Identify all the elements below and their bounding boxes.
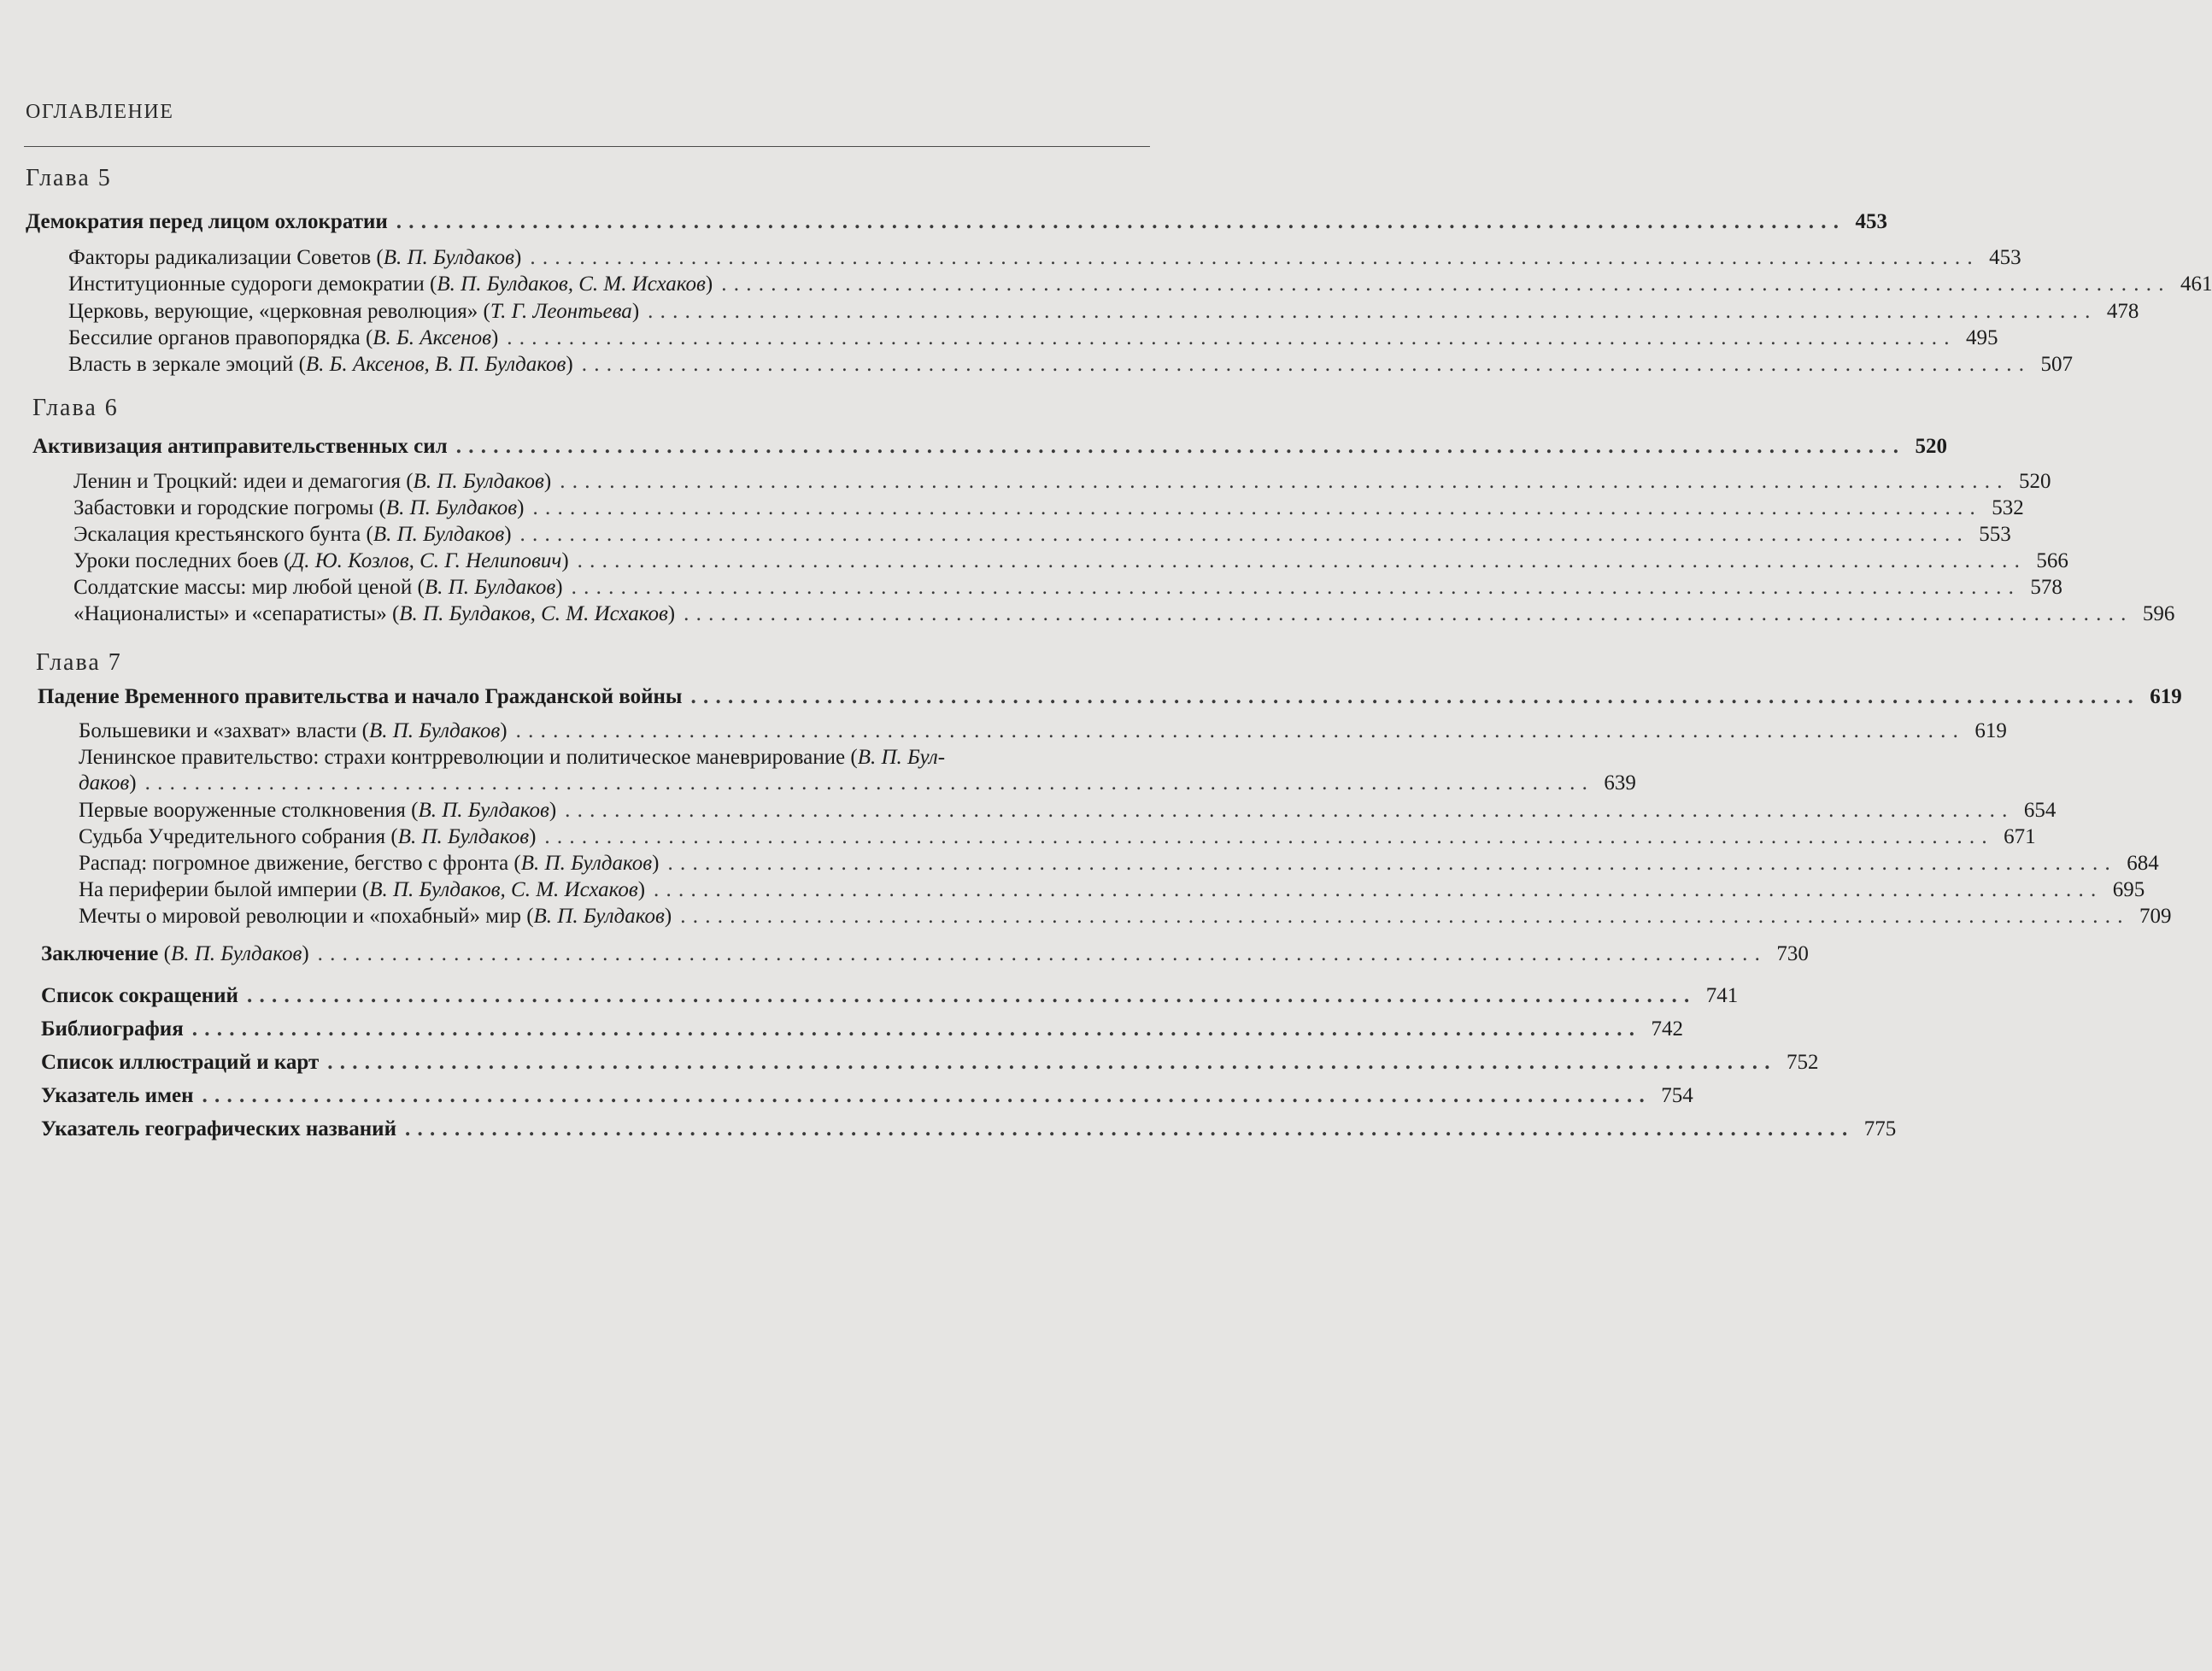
chapter-5-title: Демократия перед лицом охлократии — [26, 210, 388, 233]
page-number: 596 — [2142, 602, 2175, 625]
dot-leader: . . . . . . . . . . . . . . . . . . . . . . . . . . . . . . . . . . . . . . . . . . . . . . . . . . . . . . . . . . . . . . . . . . . . . . . . . . . . . . . . . . . . . . . . . . . . . . . . . . . . . . . . . . . . . . . . . . . . . — [684, 602, 2127, 625]
toc-entry[interactable] — [79, 904, 2172, 929]
dot-leader: . . . . . . . . . . . . . . . . . . . . . . . . . . . . . . . . . . . . . . . . . . . . . . . . . . . . . . . . . . . . . . . . . . . . . . . . . . . . . . . . . . . . . . . . . . . . . . . . . . . . . . . . . . . . . . . . . . . . . — [144, 771, 1588, 794]
chapter-7-title: Падение Временного правительства и начало Гражданской войны — [38, 685, 683, 708]
page-number: 453 — [1855, 210, 1888, 233]
entry-close: ) — [543, 470, 552, 493]
entry-close: ) — [637, 878, 646, 901]
entry-author: В. П. Булдаков — [170, 942, 302, 965]
dot-leader: . . . . . . . . . . . . . . . . . . . . . . . . . . . . . . . . . . . . . . . . . . . . . . . . . . . . . . . . . . . . . . . . . . . . . . . . . . . . . . . . . . . . . . . . . . . . . . . . . . . . . . . . . . . . . . . . . . . . . — [571, 576, 2015, 599]
running-head: ОГЛАВЛЕНИЕ — [26, 101, 174, 123]
dot-leader: . . . . . . . . . . . . . . . . . . . . . . . . . . . . . . . . . . . . . . . . . . . . . . . . . . . . . . . . . . . . . . . . . . . . . . . . . . . . . . . . . . . . . . . . . . . . . . . . . . . . . . . . . . . . . . . . . . . . . — [396, 210, 1840, 233]
entry-title: «Националисты» и «сепаратисты» ( — [73, 602, 400, 625]
entry-close: ) — [667, 602, 676, 625]
entry-close: ) — [490, 326, 499, 349]
page-number: 619 — [2150, 685, 2182, 708]
entry-author: В. П. Булдаков — [520, 852, 653, 875]
entry-author: В. Б. Аксенов — [373, 326, 491, 349]
entry-close: ) — [129, 771, 137, 794]
dot-leader: . . . . . . . . . . . . . . . . . . . . . . . . . . . . . . . . . . . . . . . . . . . . . . . . . . . . . . . . . . . . . . . . . . . . . . . . . . . . . . . . . . . . . . . . . . . . . . . . . . . . . . . . . . . . . . . . . . . . . — [191, 1017, 1635, 1041]
entry-close: ) — [514, 246, 522, 269]
dot-leader: . . . . . . . . . . . . . . . . . . . . . . . . . . . . . . . . . . . . . . . . . . . . . . . . . . . . . . . . . . . . . . . . . . . . . . . . . . . . . . . . . . . . . . . . . . . . . . . . . . . . . . . . . . . . . . . . . . . . . — [680, 905, 2124, 928]
entry-title: Первые вооруженные столкновения ( — [79, 799, 419, 822]
entry-author-cont: даков — [79, 771, 130, 794]
entry-close: ) — [517, 496, 525, 519]
header-rule — [24, 146, 1150, 147]
page-number: 654 — [2023, 799, 2057, 822]
toc-entry[interactable] — [79, 798, 2057, 824]
toc-entry[interactable] — [68, 299, 2139, 325]
entry-title: Судьба Учредительного собрания ( — [79, 825, 398, 848]
toc-entry[interactable] — [41, 941, 1809, 967]
page-number: 709 — [2139, 905, 2172, 928]
entry-title: Солдатские массы: мир любой ценой ( — [73, 576, 425, 599]
toc-entry[interactable] — [73, 469, 2051, 495]
toc-entry[interactable] — [79, 718, 2007, 744]
page-number: 461 — [2180, 273, 2212, 296]
toc-entry[interactable] — [41, 983, 1739, 1009]
entry-title: Указатель имен — [41, 1084, 194, 1107]
conclusion-title: Заключение — [41, 942, 159, 965]
entry-title: Власть в зеркале эмоций ( — [68, 353, 306, 376]
entry-author: Д. Ю. Козлов, С. Г. Нелипович — [290, 549, 562, 572]
chapter-7-label: Глава 7 — [36, 649, 122, 676]
dot-leader: . . . . . . . . . . . . . . . . . . . . . . . . . . . . . . . . . . . . . . . . . . . . . . . . . . . . . . . . . . . . . . . . . . . . . . . . . . . . . . . . . . . . . . . . . . . . . . . . . . . . . . . . . . . . . . . . . . . . . — [317, 942, 1761, 965]
page-number: 742 — [1651, 1017, 1683, 1041]
toc-entry[interactable] — [68, 272, 2212, 297]
page-number: 671 — [2004, 825, 2036, 848]
page-number: 619 — [1974, 719, 2007, 742]
entry-title: Указатель географических названий — [41, 1117, 396, 1140]
entry-close: ) — [705, 273, 713, 296]
entry-author: В. П. Булдаков, С. М. Исхаков — [399, 602, 668, 625]
dot-leader: . . . . . . . . . . . . . . . . . . . . . . . . . . . . . . . . . . . . . . . . . . . . . . . . . . . . . . . . . . . . . . . . . . . . . . . . . . . . . . . . . . . . . . . . . . . . . . . . . . . . . . . . . . . . . . . . . . . . . — [532, 496, 1976, 519]
toc-entry[interactable] — [68, 245, 2021, 271]
toc-entry[interactable] — [41, 1117, 1897, 1142]
entry-author: В. П. Булдаков — [368, 719, 501, 742]
page-number: 754 — [1661, 1084, 1693, 1107]
toc-entry[interactable] — [73, 495, 2024, 521]
page-number: 741 — [1705, 984, 1739, 1007]
toc-entry[interactable] — [38, 684, 2182, 710]
chapter-6-label: Глава 6 — [32, 395, 119, 421]
toc-entry[interactable] — [79, 771, 1636, 796]
entry-close: ) — [529, 825, 537, 848]
entry-author: В. П. Булдаков — [418, 799, 549, 822]
entry-title: Список сокращений — [41, 984, 238, 1007]
entry-close: ) — [652, 852, 660, 875]
page-number: 639 — [1604, 771, 1636, 794]
dot-leader: . . . . . . . . . . . . . . . . . . . . . . . . . . . . . . . . . . . . . . . . . . . . . . . . . . . . . . . . . . . . . . . . . . . . . . . . . . . . . . . . . . . . . . . . . . . . . . . . . . . . . . . . . . . . . . . . . . . . . — [455, 435, 1899, 458]
entry-close: ) — [302, 942, 309, 965]
entry-author: В. П. Булдаков — [383, 246, 515, 269]
entry-title: Ленин и Троцкий: идеи и демагогия ( — [73, 470, 414, 493]
page-number: 578 — [2030, 576, 2062, 599]
entry-title: Церковь, верующие, «церковная революция» ( — [68, 300, 490, 323]
toc-entry[interactable] — [68, 325, 1998, 351]
dot-leader: . . . . . . . . . . . . . . . . . . . . . . . . . . . . . . . . . . . . . . . . . . . . . . . . . . . . . . . . . . . . . . . . . . . . . . . . . . . . . . . . . . . . . . . . . . . . . . . . . . . . . . . . . . . . . . . . . . . . . — [581, 353, 2025, 376]
entry-author: В. Б. Аксенов, В. П. Булдаков — [305, 353, 566, 376]
chapter-6-title: Активизация антиправительственных сил — [32, 435, 448, 458]
page-number: 453 — [1989, 246, 2021, 269]
entry-title: Факторы радикализации Советов ( — [68, 246, 384, 269]
entry-close: ) — [561, 549, 569, 572]
dot-leader: . . . . . . . . . . . . . . . . . . . . . . . . . . . . . . . . . . . . . . . . . . . . . . . . . . . . . . . . . . . . . . . . . . . . . . . . . . . . . . . . . . . . . . . . . . . . . . . . . . . . . . . . . . . . . . . . . . . . . — [690, 685, 2134, 708]
page-number: 478 — [2106, 300, 2139, 323]
entry-title: Забастовки и городские погромы ( — [73, 496, 386, 519]
entry-title: Институционные судороги демократии ( — [68, 273, 437, 296]
entry-close: ) — [664, 905, 672, 928]
dot-leader: . . . . . . . . . . . . . . . . . . . . . . . . . . . . . . . . . . . . . . . . . . . . . . . . . . . . . . . . . . . . . . . . . . . . . . . . . . . . . . . . . . . . . . . . . . . . . . . . . . . . . . . . . . . . . . . . . . . . . — [530, 246, 1974, 269]
dot-leader: . . . . . . . . . . . . . . . . . . . . . . . . . . . . . . . . . . . . . . . . . . . . . . . . . . . . . . . . . . . . . . . . . . . . . . . . . . . . . . . . . . . . . . . . . . . . . . . . . . . . . . . . . . . . . . . . . . . . . — [515, 719, 1959, 742]
toc-entry[interactable] — [26, 209, 1888, 235]
entry-close: ) — [549, 799, 557, 822]
dot-leader: . . . . . . . . . . . . . . . . . . . . . . . . . . . . . . . . . . . . . . . . . . . . . . . . . . . . . . . . . . . . . . . . . . . . . . . . . . . . . . . . . . . . . . . . . . . . . . . . . . . . . . . . . . . . . . . . . . . . . — [648, 300, 2092, 323]
toc-entry[interactable] — [41, 1017, 1683, 1042]
page-number: 495 — [1966, 326, 1998, 349]
toc-entry[interactable] — [73, 548, 2068, 574]
dot-leader: . . . . . . . . . . . . . . . . . . . . . . . . . . . . . . . . . . . . . . . . . . . . . . . . . . . . . . . . . . . . . . . . . . . . . . . . . . . . . . . . . . . . . . . . . . . . . . . . . . . . . . . . . . . . . . . . . . . . . — [667, 852, 2111, 875]
entry-author: Т. Г. Леонтьева — [490, 300, 632, 323]
entry-title: Список иллюстраций и карт — [41, 1051, 320, 1074]
dot-leader: . . . . . . . . . . . . . . . . . . . . . . . . . . . . . . . . . . . . . . . . . . . . . . . . . . . . . . . . . . . . . . . . . . . . . . . . . . . . . . . . . . . . . . . . . . . . . . . . . . . . . . . . . . . . . . . . . . . . . — [560, 470, 2004, 493]
entry-title: Распад: погромное движение, бегство с фронта ( — [79, 852, 521, 875]
page-number: 507 — [2040, 353, 2073, 376]
entry-author: В. П. Булдаков, С. М. Исхаков — [369, 878, 638, 901]
dot-leader: . . . . . . . . . . . . . . . . . . . . . . . . . . . . . . . . . . . . . . . . . . . . . . . . . . . . . . . . . . . . . . . . . . . . . . . . . . . . . . . . . . . . . . . . . . . . . . . . . . . . . . . . . . . . . . . . . . . . . — [202, 1084, 1646, 1107]
toc-entry-first-line[interactable] — [79, 745, 945, 771]
toc-entry[interactable] — [79, 824, 2036, 850]
page-number: 553 — [1979, 523, 2011, 546]
entry-close: ) — [631, 300, 640, 323]
dot-leader: . . . . . . . . . . . . . . . . . . . . . . . . . . . . . . . . . . . . . . . . . . . . . . . . . . . . . . . . . . . . . . . . . . . . . . . . . . . . . . . . . . . . . . . . . . . . . . . . . . . . . . . . . . . . . . . . . . . . . — [246, 984, 1691, 1007]
toc-entry[interactable] — [41, 1050, 1819, 1076]
entry-close: ) — [504, 523, 512, 546]
entry-author: В. П. Бул- — [857, 746, 946, 769]
toc-entry[interactable] — [41, 1083, 1693, 1109]
entry-title: Мечты о мировой революции и «похабный» мир ( — [79, 905, 534, 928]
toc-entry[interactable] — [73, 522, 2011, 548]
entry-author: В. П. Булдаков — [533, 905, 665, 928]
entry-author: В. П. Булдаков — [424, 576, 556, 599]
entry-title: Эскалация крестьянского бунта ( — [73, 523, 373, 546]
page-number: 520 — [1915, 435, 1947, 458]
dot-leader: . . . . . . . . . . . . . . . . . . . . . . . . . . . . . . . . . . . . . . . . . . . . . . . . . . . . . . . . . . . . . . . . . . . . . . . . . . . . . . . . . . . . . . . . . . . . . . . . . . . . . . . . . . . . . . . . . . . . . — [577, 549, 2021, 572]
toc-entry[interactable] — [73, 575, 2062, 601]
page-number: 730 — [1776, 942, 1809, 965]
dot-leader: . . . . . . . . . . . . . . . . . . . . . . . . . . . . . . . . . . . . . . . . . . . . . . . . . . . . . . . . . . . . . . . . . . . . . . . . . . . . . . . . . . . . . . . . . . . . . . . . . . . . . . . . . . . . . . . . . . . . . — [507, 326, 1951, 349]
toc-entry[interactable] — [79, 877, 2145, 903]
entry-title: Бессилие органов правопорядка ( — [68, 326, 373, 349]
entry-title: Библиография — [41, 1017, 184, 1041]
toc-entry[interactable] — [68, 352, 2073, 378]
page-number: 532 — [1992, 496, 2024, 519]
page-number: 695 — [2112, 878, 2145, 901]
entry-title: На периферии былой империи ( — [79, 878, 370, 901]
dot-leader: . . . . . . . . . . . . . . . . . . . . . . . . . . . . . . . . . . . . . . . . . . . . . . . . . . . . . . . . . . . . . . . . . . . . . . . . . . . . . . . . . . . . . . . . . . . . . . . . . . . . . . . . . . . . . . . . . . . . . — [519, 523, 1963, 546]
toc-entry[interactable] — [32, 434, 1947, 460]
entry-title: Ленинское правительство: страхи контрреволюции и политическое маневрирование ( — [79, 746, 858, 769]
toc-entry[interactable] — [73, 601, 2175, 627]
dot-leader: . . . . . . . . . . . . . . . . . . . . . . . . . . . . . . . . . . . . . . . . . . . . . . . . . . . . . . . . . . . . . . . . . . . . . . . . . . . . . . . . . . . . . . . . . . . . . . . . . . . . . . . . . . . . . . . . . . . . . — [405, 1117, 1849, 1140]
entry-close: ) — [566, 353, 573, 376]
toc-entry[interactable] — [79, 851, 2159, 877]
entry-close: ) — [500, 719, 508, 742]
page-number: 752 — [1787, 1051, 1819, 1074]
entry-open: ( — [158, 942, 171, 965]
page-number: 775 — [1863, 1117, 1897, 1140]
dot-leader: . . . . . . . . . . . . . . . . . . . . . . . . . . . . . . . . . . . . . . . . . . . . . . . . . . . . . . . . . . . . . . . . . . . . . . . . . . . . . . . . . . . . . . . . . . . . . . . . . . . . . . . . . . . . . . . . . . . . . — [544, 825, 1988, 848]
dot-leader: . . . . . . . . . . . . . . . . . . . . . . . . . . . . . . . . . . . . . . . . . . . . . . . . . . . . . . . . . . . . . . . . . . . . . . . . . . . . . . . . . . . . . . . . . . . . . . . . . . . . . . . . . . . . . . . . . . . . . — [721, 273, 2165, 296]
page-number: 566 — [2036, 549, 2068, 572]
entry-title: Большевики и «захват» власти ( — [79, 719, 369, 742]
entry-close: ) — [555, 576, 563, 599]
dot-leader: . . . . . . . . . . . . . . . . . . . . . . . . . . . . . . . . . . . . . . . . . . . . . . . . . . . . . . . . . . . . . . . . . . . . . . . . . . . . . . . . . . . . . . . . . . . . . . . . . . . . . . . . . . . . . . . . . . . . . — [565, 799, 2009, 822]
entry-title: Уроки последних боев ( — [73, 549, 291, 572]
chapter-5-label: Глава 5 — [26, 165, 112, 191]
dot-leader: . . . . . . . . . . . . . . . . . . . . . . . . . . . . . . . . . . . . . . . . . . . . . . . . . . . . . . . . . . . . . . . . . . . . . . . . . . . . . . . . . . . . . . . . . . . . . . . . . . . . . . . . . . . . . . . . . . . . . — [327, 1051, 1771, 1074]
entry-author: В. П. Булдаков, С. М. Исхаков — [437, 273, 706, 296]
entry-author: В. П. Булдаков — [397, 825, 530, 848]
page-number: 684 — [2127, 852, 2159, 875]
dot-leader: . . . . . . . . . . . . . . . . . . . . . . . . . . . . . . . . . . . . . . . . . . . . . . . . . . . . . . . . . . . . . . . . . . . . . . . . . . . . . . . . . . . . . . . . . . . . . . . . . . . . . . . . . . . . . . . . . . . . . — [654, 878, 2098, 901]
page-number: 520 — [2018, 470, 2051, 493]
entry-author: В. П. Булдаков — [373, 523, 505, 546]
entry-author: В. П. Булдаков — [385, 496, 518, 519]
entry-author: В. П. Булдаков — [413, 470, 544, 493]
